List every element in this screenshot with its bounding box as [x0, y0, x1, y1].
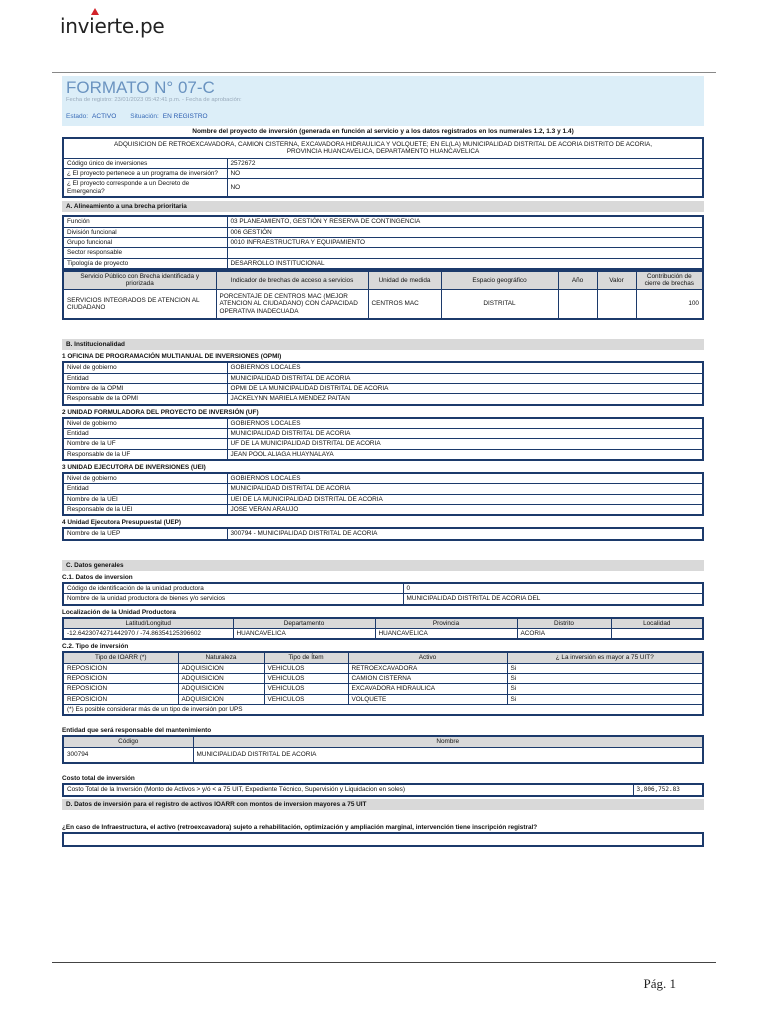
table-cell: REPOSICION — [63, 674, 178, 684]
maintenance-header-row — [63, 736, 703, 747]
field-value: 006 GESTIÓN — [227, 227, 703, 237]
table-row — [63, 439, 703, 449]
table-cell: DISTRITAL — [441, 289, 558, 319]
table-row — [63, 705, 703, 716]
format-header — [62, 76, 704, 126]
table-cell: CENTROS MAC — [368, 289, 441, 319]
field-label: Grupo funcional — [63, 237, 227, 247]
table-cell: RETROEXCAVADORA — [348, 663, 507, 673]
column-header: Activo — [348, 652, 507, 663]
situacion-value: EN REGISTRO — [162, 113, 208, 120]
table-cell: MUNICIPALIDAD DISTRITAL DE ACORIA — [193, 747, 703, 763]
table-row — [63, 373, 703, 383]
table-row — [63, 227, 703, 237]
status-line — [66, 113, 208, 120]
maintenance-table — [62, 735, 704, 764]
table-row — [63, 628, 703, 639]
alignment-table — [62, 215, 704, 270]
column-header: Indicador de brechas de acceso a servicios — [216, 271, 368, 289]
table-cell: Si — [507, 663, 703, 673]
table-cell: 100 — [636, 289, 703, 319]
logo-text-start: inv — [60, 14, 90, 38]
field-value: MUNICIPALIDAD DISTRITAL DE ACORIA — [227, 373, 703, 383]
field-label: Sector responsable — [63, 248, 227, 258]
uf-title: 2 UNIDAD FORMULADORA DEL PROYECTO DE INVERSIÓN (UF) — [62, 408, 259, 416]
table-cell — [558, 289, 597, 319]
field-label: Responsable de la UEI — [63, 505, 227, 516]
column-header: Tipo de IOARR (*) — [63, 652, 178, 663]
bottom-divider — [52, 962, 716, 963]
field-label: Nombre de la UEI — [63, 494, 227, 504]
table-row — [63, 383, 703, 393]
table-cell: ADQUISICION — [178, 694, 264, 704]
estado-value: ACTIVO — [92, 113, 117, 120]
field-label: División funcional — [63, 227, 227, 237]
cost-table — [62, 783, 704, 796]
table-cell: Si — [507, 694, 703, 704]
table-row — [63, 694, 703, 704]
column-header: Localidad — [611, 618, 703, 629]
project-name-header: Nombre del proyecto de inversión (generada en función al servicio y a los datos registrados en los numerales 1.2, 1.3 y 1.4) — [192, 128, 574, 135]
section-c-title: C. Datos generales — [62, 560, 704, 571]
table-cell: 300794 — [63, 747, 193, 763]
field-value: GOBIERNOS LOCALES — [227, 418, 703, 429]
section-d-answer-table — [62, 832, 704, 847]
table-cell: ADQUISICION — [178, 674, 264, 684]
maintenance-title: Entidad que será responsable del mantenimiento — [62, 727, 212, 735]
field-value: MUNICIPALIDAD DISTRITAL DE ACORIA — [227, 428, 703, 438]
field-label: Entidad — [63, 428, 227, 438]
table-cell: ADQUISICION — [178, 663, 264, 673]
field-label: ¿ El proyecto pertenece a un programa de inversión? — [63, 169, 227, 179]
table-row — [63, 418, 703, 429]
column-header: Nombre — [193, 736, 703, 747]
field-label: Nivel de gobierno — [63, 362, 227, 373]
form-content — [62, 128, 704, 847]
field-label: ¿ El proyecto corresponde a un Decreto de Emergencia? — [63, 179, 227, 197]
section-d-answer — [63, 833, 703, 846]
column-header: Espacio geográfico — [441, 271, 558, 289]
table-row — [63, 362, 703, 373]
table-cell: Si — [507, 674, 703, 684]
field-label: Responsable de la UF — [63, 449, 227, 460]
column-header: Servicio Público con Brecha identificada y priorizada — [63, 271, 216, 289]
table-cell: SERVICIOS INTEGRADOS DE ATENCION AL CIUDADANO — [63, 289, 216, 319]
registration-date: Fecha de registro: 23/01/2023 05:42:41 p.m. - Fecha de aprobación: — [66, 97, 242, 103]
table-cell: VEHICULOS — [264, 663, 348, 673]
table-row — [63, 833, 703, 846]
c1-table — [62, 582, 704, 606]
table-cell: Si — [507, 684, 703, 694]
table-row — [63, 179, 703, 197]
field-value: 2572672 — [227, 158, 703, 168]
field-label: Función — [63, 216, 227, 227]
uei-title: 3 UNIDAD EJECUTORA DE INVERSIONES (UEI) — [62, 464, 206, 472]
table-row — [63, 248, 703, 258]
table-row — [63, 237, 703, 247]
estado-label: Estado: — [66, 113, 89, 120]
table-row — [63, 684, 703, 694]
field-value: MUNICIPALIDAD DISTRITAL DE ACORIA DEL — [403, 594, 703, 605]
table-row — [63, 784, 703, 795]
c2-title: C.2. Tipo de inversión — [62, 643, 129, 651]
column-header: ¿ La inversión es mayor a 75 UIT? — [507, 652, 703, 663]
table-cell — [597, 289, 636, 319]
table-cell: REPOSICION — [63, 663, 178, 673]
table-row — [63, 663, 703, 673]
field-label: Código único de inversiones — [63, 158, 227, 168]
column-header: Naturaleza — [178, 652, 264, 663]
column-header: Código — [63, 736, 193, 747]
table-row — [63, 594, 703, 605]
project-name: ADQUISICION DE RETROEXCAVADORA, CAMION CISTERNA, EXCAVADORA HIDRAULICA Y VOLQUETE; EN EL(LA) MUNICIPALIDAD DISTRITAL DE ACORIA DISTRITO DE ACORIA, PROVINCIA HUANCAVELICA, DEPARTAMENTO HUANCAVELICA — [63, 138, 703, 158]
field-value: NO — [227, 169, 703, 179]
column-header: Distrito — [517, 618, 611, 629]
column-header: Latitud/Longitud — [63, 618, 233, 629]
location-table — [62, 617, 704, 641]
page-title: FORMATO N° 07-C — [66, 78, 215, 97]
page-number: Pág. 1 — [643, 976, 676, 991]
table-cell: VEHICULOS — [264, 684, 348, 694]
logo-text-i: i — [89, 14, 95, 38]
invierte-logo — [60, 14, 164, 38]
c2-header-row — [63, 652, 703, 663]
uf-table — [62, 417, 704, 461]
field-value: JEAN POOL ALIAGA HUAYNALAYA — [227, 449, 703, 460]
section-b-title: B. Institucionalidad — [62, 339, 704, 350]
table-cell — [611, 628, 703, 639]
section-a-title: A. Alineamiento a una brecha prioritaria — [62, 201, 704, 212]
table-cell: VEHICULOS — [264, 694, 348, 704]
table-row — [63, 258, 703, 269]
field-label: Entidad — [63, 484, 227, 494]
column-header: Departamento — [233, 618, 375, 629]
uep-title: 4 Unidad Ejecutora Presupuestal (UEP) — [62, 519, 181, 527]
field-label: Nombre de la UF — [63, 439, 227, 449]
field-label: Nombre de la UEP — [63, 528, 227, 539]
field-value: UEI DE LA MUNICIPALIDAD DISTRITAL DE ACORIA — [227, 494, 703, 504]
situacion-label: Situación: — [130, 113, 159, 120]
field-value: GOBIERNOS LOCALES — [227, 473, 703, 484]
field-value: UF DE LA MUNICIPALIDAD DISTRITAL DE ACORIA — [227, 439, 703, 449]
table-cell: ACORIA — [517, 628, 611, 639]
cost-label: Costo Total de la Inversión (Monto de Activos > y/ó < a 75 UIT, Expediente Técnico, Supervisión y Liquidacion en soles) — [63, 784, 633, 795]
logo-arrow-icon — [91, 8, 99, 15]
table-cell: HUANCAVELICA — [375, 628, 517, 639]
table-cell: CAMION CISTERNA — [348, 674, 507, 684]
table-cell: REPOSICION — [63, 684, 178, 694]
table-row — [63, 494, 703, 504]
table-row — [63, 394, 703, 405]
field-label: Tipología de proyecto — [63, 258, 227, 269]
table-cell: ADQUISICION — [178, 684, 264, 694]
column-header: Valor — [597, 271, 636, 289]
field-value: DESARROLLO INSTITUCIONAL — [227, 258, 703, 269]
table-row — [63, 484, 703, 494]
field-label: Código de identificación de la unidad productora — [63, 583, 403, 594]
field-value: 03 PLANEAMIENTO, GESTIÓN Y RESERVA DE CONTINGENCIA — [227, 216, 703, 227]
top-divider — [52, 72, 716, 73]
table-row — [63, 449, 703, 460]
brecha-header-row — [63, 271, 703, 289]
c1-title: C.1. Datos de inversion — [62, 573, 133, 581]
table-cell: HUANCAVELICA — [233, 628, 375, 639]
field-value: 0 — [403, 583, 703, 594]
table-cell: PORCENTAJE DE CENTROS MAC (MEJOR ATENCION AL CIUDADANO) CON CAPACIDAD OPERATIVA INADECUADA — [216, 289, 368, 319]
field-label: Nivel de gobierno — [63, 418, 227, 429]
c2-footnote: (*) Es posible considerar más de un tipo de inversión por UPS — [63, 705, 703, 716]
table-row — [63, 289, 703, 319]
field-value: MUNICIPALIDAD DISTRITAL DE ACORIA — [227, 484, 703, 494]
table-row — [63, 473, 703, 484]
field-label: Entidad — [63, 373, 227, 383]
table-row — [63, 505, 703, 516]
table-cell: REPOSICION — [63, 694, 178, 704]
investment-type-table — [62, 651, 704, 716]
uei-table — [62, 472, 704, 516]
field-label: Nombre de la OPMI — [63, 383, 227, 393]
field-value: 0010 INFRAESTRUCTURA Y EQUIPAMIENTO — [227, 237, 703, 247]
uep-table — [62, 527, 704, 540]
field-label: Nombre de la unidad productora de bienes y/o servicios — [63, 594, 403, 605]
table-row — [63, 528, 703, 539]
logo-text-end: erte.pe — [94, 14, 165, 38]
table-cell: VOLQUETE — [348, 694, 507, 704]
section-d-question: ¿En caso de Infraestructura, el activo (retroexcavadora) sujeto a rehabilitación, optimización y ampliación marginal, intervención tiene inscripción registral? — [62, 823, 538, 831]
column-header: Unidad de medida — [368, 271, 441, 289]
opmi-title: 1 OFICINA DE PROGRAMACIÓN MULTIANUAL DE INVERSIONES (OPMI) — [62, 353, 282, 361]
column-header: Año — [558, 271, 597, 289]
field-label: Nivel de gobierno — [63, 473, 227, 484]
logo-i — [89, 14, 94, 38]
table-cell: VEHICULOS — [264, 674, 348, 684]
table-row — [63, 158, 703, 168]
column-header: Tipo de Ítem — [264, 652, 348, 663]
cost-title: Costo total de inversión — [62, 775, 135, 783]
opmi-table — [62, 361, 704, 405]
field-value: GOBIERNOS LOCALES — [227, 362, 703, 373]
field-value: JACKELYNN MARIELA MENDEZ PAITAN — [227, 394, 703, 405]
field-value: NO — [227, 179, 703, 197]
location-header-row — [63, 618, 703, 629]
field-label: Responsable de la OPMI — [63, 394, 227, 405]
table-row — [63, 216, 703, 227]
table-row — [63, 583, 703, 594]
table-row — [63, 747, 703, 763]
table-cell: -12.6423074271442970 / -74.86354125396602 — [63, 628, 233, 639]
field-value — [227, 248, 703, 258]
field-value: JOSE VERAN ARAUJO — [227, 505, 703, 516]
field-value: OPMI DE LA MUNICIPALIDAD DISTRITAL DE ACORIA — [227, 383, 703, 393]
table-row — [63, 169, 703, 179]
cost-value: 3,806,752.83 — [633, 784, 703, 795]
field-value: 300794 - MUNICIPALIDAD DISTRITAL DE ACORIA — [227, 528, 703, 539]
column-header: Provincia — [375, 618, 517, 629]
table-row — [63, 428, 703, 438]
table-cell: EXCAVADORA HIDRAULICA — [348, 684, 507, 694]
project-table — [62, 137, 704, 198]
section-d-title: D. Datos de inversión para el registro de activos IOARR con montos de inversion mayores a 75 UIT — [62, 799, 704, 810]
brecha-table — [62, 270, 704, 320]
table-row — [63, 674, 703, 684]
column-header: Contribución de cierre de brechas — [636, 271, 703, 289]
location-title: Localización de la Unidad Productora — [62, 608, 176, 616]
